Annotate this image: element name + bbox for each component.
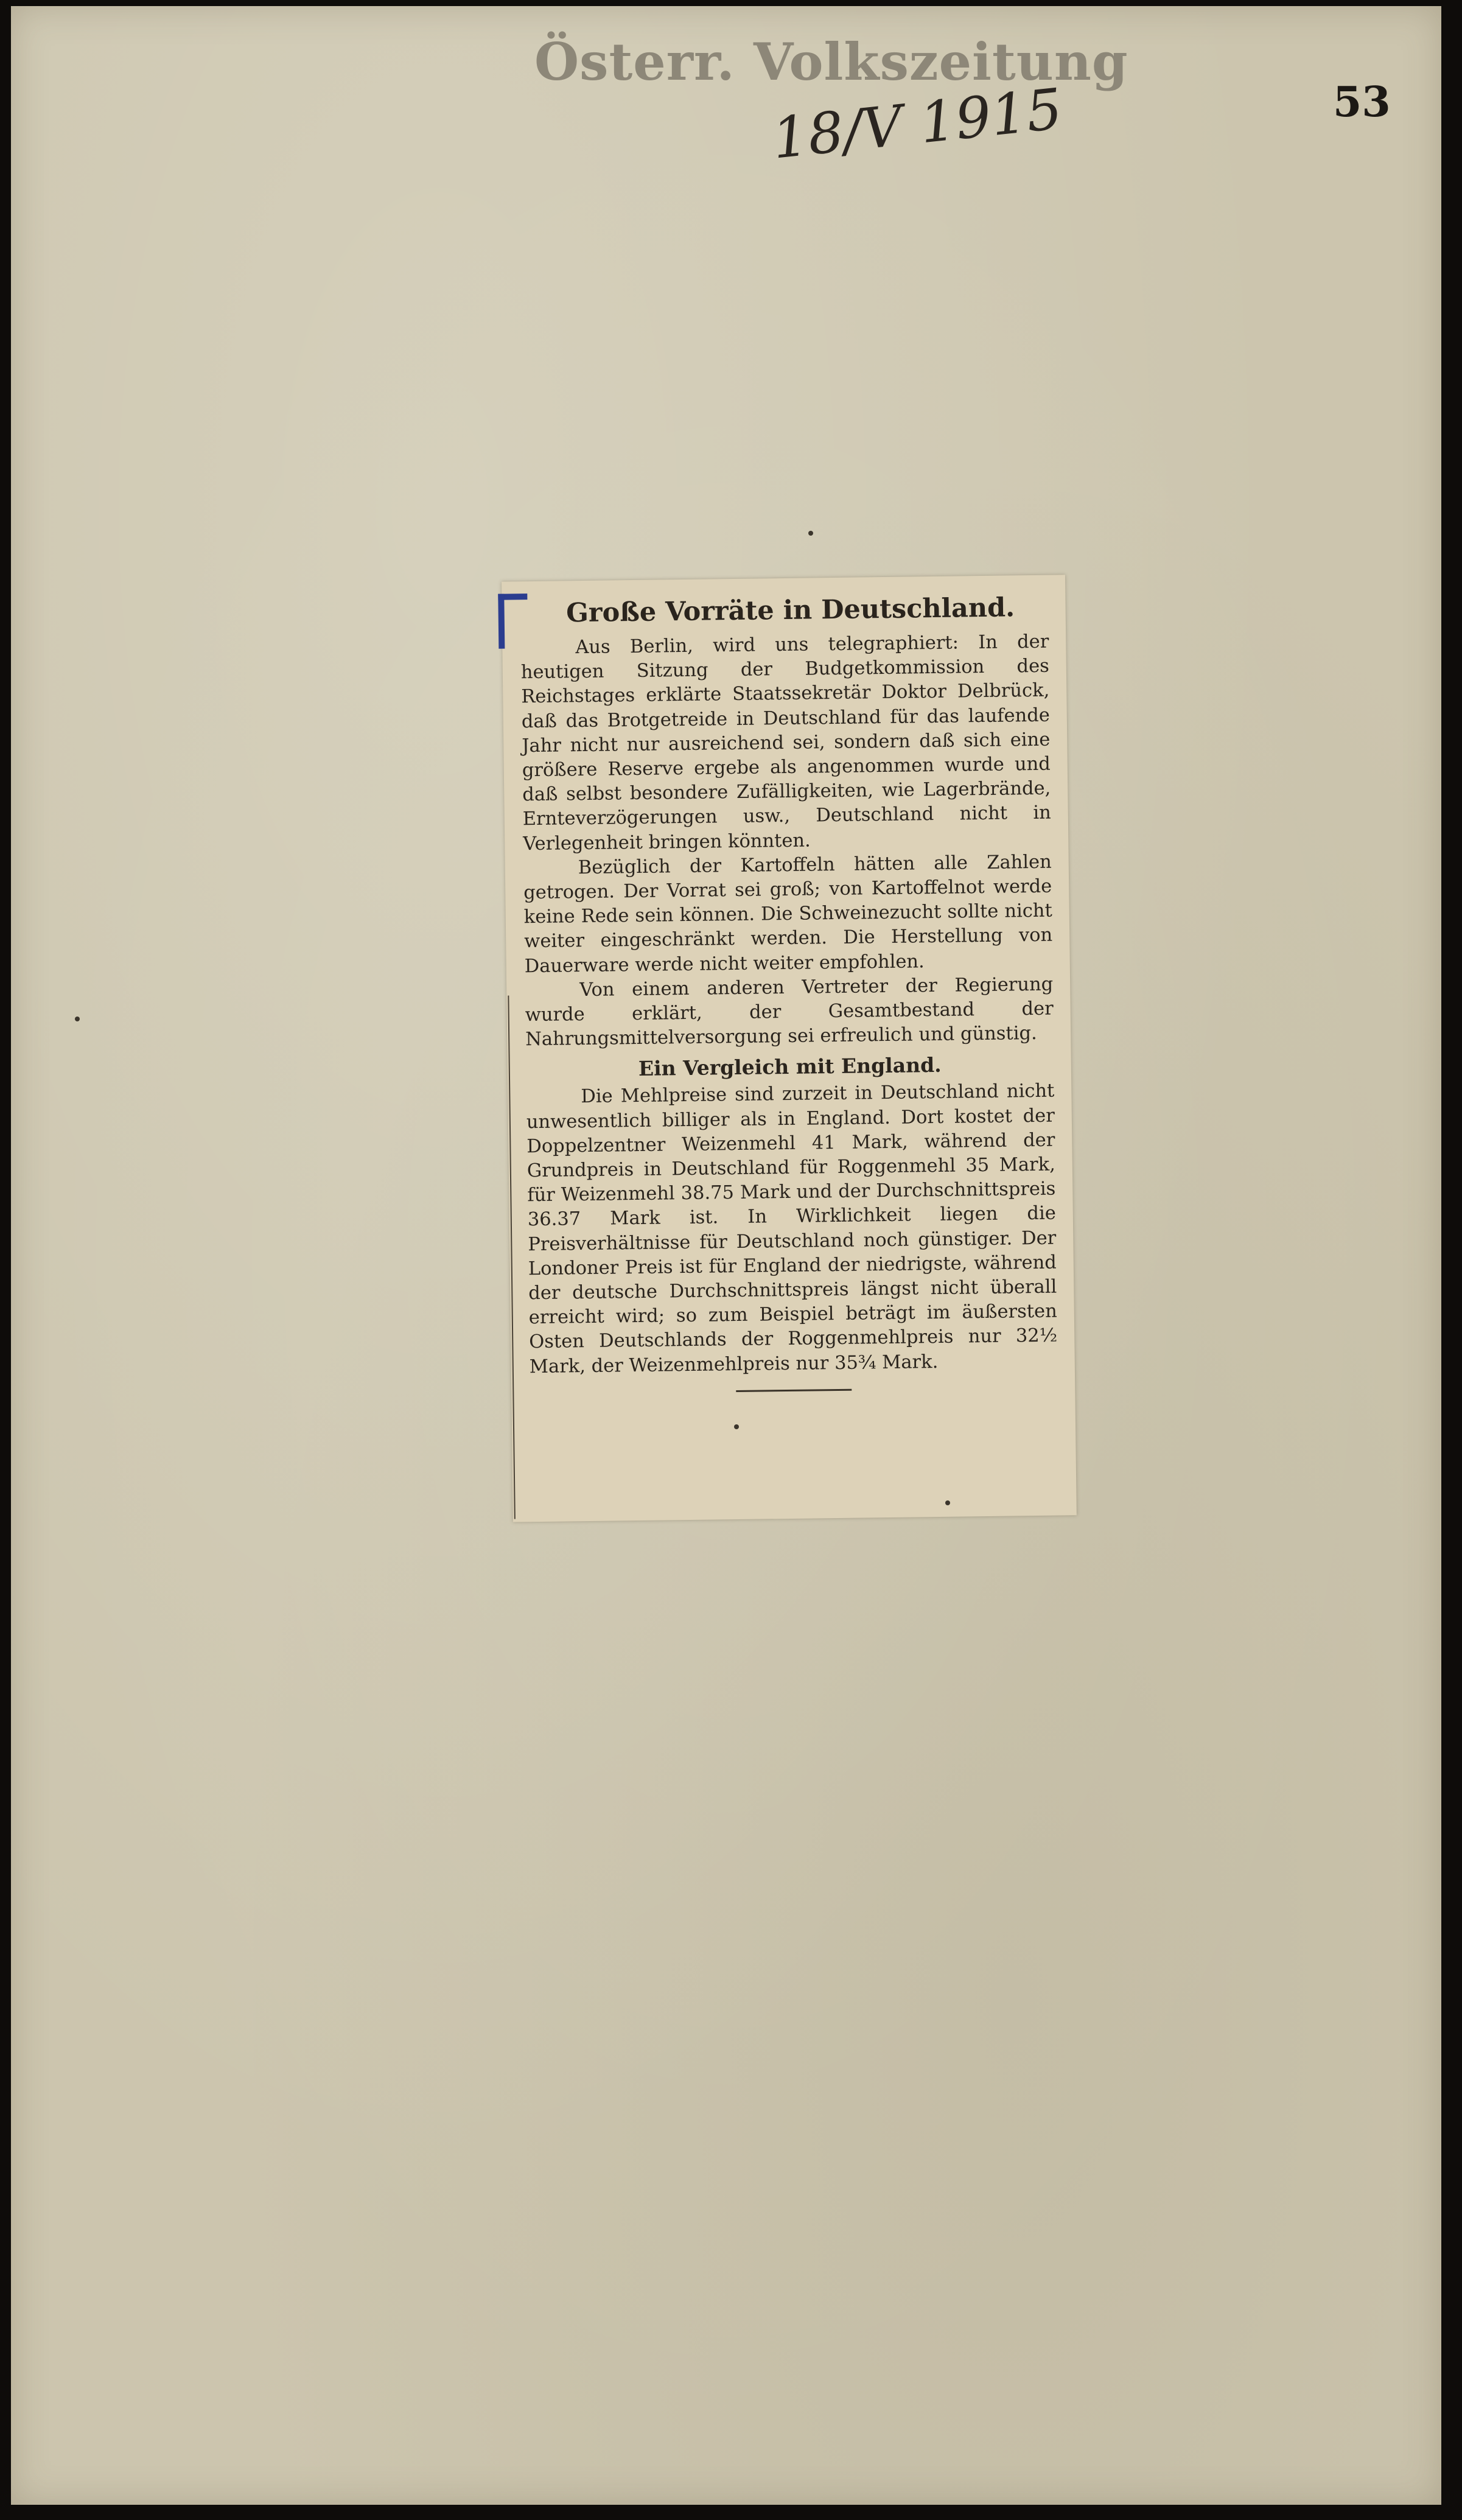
article-paragraph: Die Mehlpreise sind zurzeit in Deutschland nicht unwesentlich billiger als in England. Dort kostet der Doppelzentner Weizenmehl 41 Mark, während der Grundpreis in Deutschland für Roggenmehl 35 Mark, für Weizenmehl 38.75 Mark und der Durchschnittspreis 36.37 Mark ist. In Wirklichkeit liegen die Preisverhältnisse für Deutschland noch günstiger. Der Londoner Preis ist für England der niedrigste, während der deutsche Durchschnittspreis längst nicht überall erreicht wird; so zum Beispiel beträgt im äußersten Osten Deutschlands der Roggenmehlpreis nur 32½ Mark, der Weizenmehlpreis nur 35¾ Mark. (526, 1080, 1058, 1377)
newspaper-stamp: Österr. Volkszeitung (534, 32, 1128, 92)
article-end-rule (736, 1389, 852, 1392)
article-paragraph: Aus Berlin, wird uns telegraphiert: In der heutigen Sitzung der Budgetkommission des Reichstages erklärte Staatssekretär Doktor Delbrück, daß das Brotgetreide in Deutschland für das laufende Jahr nicht nur ausreichend sei, sondern daß sich eine größere Reserve ergebe als angenommen wurde und daß selbst besondere Zufälligkeiten, wie Lagerbrände, Ernteverzögerungen usw., Deutschland nicht in Verlegenheit bringen könnten. (520, 631, 1051, 855)
blue-bracket-mark (498, 593, 528, 649)
paper-speck (808, 531, 813, 536)
clipping-edge-line (508, 996, 516, 1519)
page-number: 53 (1333, 78, 1391, 127)
article-subtitle: Ein Vergleich mit England. (638, 1053, 942, 1081)
paper-speck (945, 1500, 950, 1505)
paper-speck (734, 1424, 739, 1429)
article-paragraph: Bezüglich der Kartoffeln hätten alle Zahlen getrogen. Der Vorrat sei groß; von Kartoffelnot werde keine Rede sein können. Die Schweinezucht sollte nicht weiter eingeschränkt werden. Die Herstellung von Dauerware werde nicht weiter empfohlen. (523, 851, 1053, 977)
paper-speck (75, 1017, 80, 1021)
archive-sheet (11, 6, 1441, 2505)
article-paragraph: Von einem anderen Vertreter der Regierung wurde erklärt, der Gesamtbestand der Nahrungsmittelversorgung sei erfreulich und günstig. (525, 973, 1054, 1051)
article-title: Große Vorräte in Deutschland. (565, 592, 1015, 629)
handwritten-date: 18/V 1915 (769, 76, 1066, 172)
newspaper-clipping (502, 575, 1077, 1522)
